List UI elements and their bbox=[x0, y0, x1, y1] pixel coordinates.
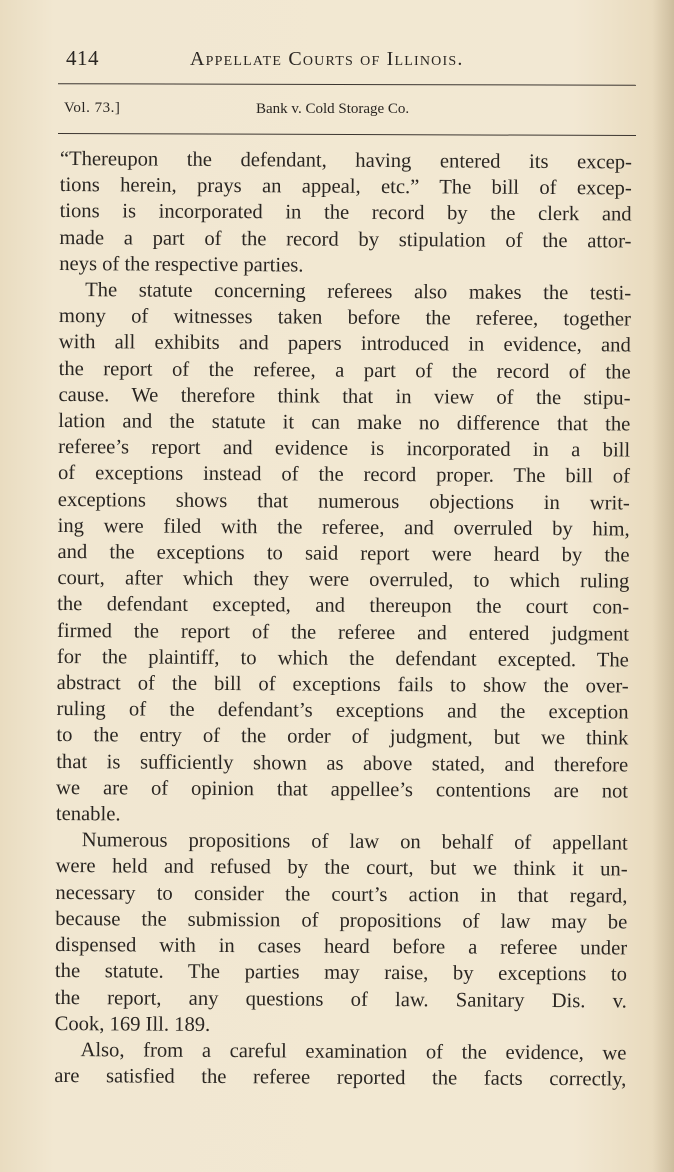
text-line: neys of the respective parties. bbox=[59, 252, 304, 277]
text-line: that is sufficiently shown as above stated, and therefore bbox=[56, 750, 629, 777]
text-line: and the exceptions to said report were heard by the bbox=[57, 541, 630, 567]
text-line: with all exhibits and papers introduced in evidence, and bbox=[58, 331, 631, 357]
text-line: dispensed with in cases heard before a referee under bbox=[55, 934, 628, 960]
text-line: we are of opinion that appellee’s contentions are not bbox=[56, 776, 629, 803]
text-line: ruling of the defendant’s exceptions and the exception bbox=[56, 698, 629, 724]
paragraph-4 bbox=[54, 1037, 626, 1093]
text-line: Numerous propositions of law on behalf of appellant bbox=[81, 829, 628, 855]
case-title: Bank v. Cold Storage Co. bbox=[256, 101, 410, 117]
text-line: the report, any questions of law. Sanitary Dis. v. bbox=[54, 986, 627, 1012]
text-line: were held and refused by the court, but we think it un- bbox=[55, 855, 628, 881]
running-title: Appellate Courts of Illinois. bbox=[190, 48, 464, 70]
text-line: the statute. The parties may raise, by exceptions to bbox=[54, 960, 628, 986]
page-edge-shadow bbox=[652, 0, 674, 1172]
opinion-text bbox=[54, 146, 632, 1093]
text-line: necessary to consider the court’s action in that regard, bbox=[55, 881, 628, 908]
paragraph-2 bbox=[56, 277, 631, 831]
subheader-rule bbox=[58, 133, 636, 136]
text-line: Cook, 169 Ill. 189. bbox=[54, 1012, 211, 1036]
text-line: abstract of the bill of exceptions fails to show the over- bbox=[56, 672, 629, 698]
text-line: tenable. bbox=[55, 803, 121, 826]
text-line: because the submission of propositions of law may be bbox=[55, 907, 628, 934]
text-line: mony of witnesses taken before the referee, together bbox=[58, 305, 632, 331]
text-line: firmed the report of the referee and entered judgment bbox=[56, 619, 630, 646]
text-line: made a part of the record by stipulation of the attor- bbox=[59, 226, 632, 253]
header-rule bbox=[58, 83, 636, 86]
text-line: for the plaintiff, to which the defendant excepted. The bbox=[56, 645, 629, 672]
volume-label: Vol. 73.] bbox=[64, 100, 121, 116]
text-line: are satisfied the referee reported the facts correctly, bbox=[54, 1065, 627, 1091]
text-line: lation and the statute it can make no difference that the bbox=[58, 410, 631, 436]
paragraph-3 bbox=[55, 827, 628, 1040]
page-number: 414 bbox=[66, 46, 99, 70]
case-subheader bbox=[64, 100, 624, 124]
paragraph-1 bbox=[59, 146, 632, 281]
text-line: court, after which they were overruled, to which ruling bbox=[57, 567, 630, 593]
text-line: the defendant excepted, and thereupon the court con- bbox=[57, 593, 630, 619]
text-line: “Thereupon the defendant, having entered its excep- bbox=[59, 147, 632, 174]
text-line: tions is incorporated in the record by the clerk and bbox=[59, 200, 632, 226]
text-line: cause. We therefore think that in view of the stipu- bbox=[58, 383, 631, 410]
text-line: ing were filed with the referee, and overruled by him, bbox=[57, 514, 630, 541]
text-line: tions herein, prays an appeal, etc.” The bill of excep- bbox=[59, 174, 632, 200]
text-line: the report of the referee, a part of the record of the bbox=[58, 357, 631, 384]
text-line: of exceptions instead of the record proper. The bill of bbox=[57, 462, 631, 488]
running-header bbox=[66, 44, 636, 78]
text-line: referee’s report and evidence is incorporated in a bill bbox=[58, 436, 631, 462]
text-line: Also, from a careful examination of the evidence, we bbox=[80, 1039, 627, 1065]
text-line: to the entry of the order of judgment, but we think bbox=[56, 724, 629, 750]
text-line: The statute concerning referees also makes the testi- bbox=[85, 279, 632, 305]
text-line: exceptions shows that numerous objections in writ- bbox=[57, 488, 630, 515]
